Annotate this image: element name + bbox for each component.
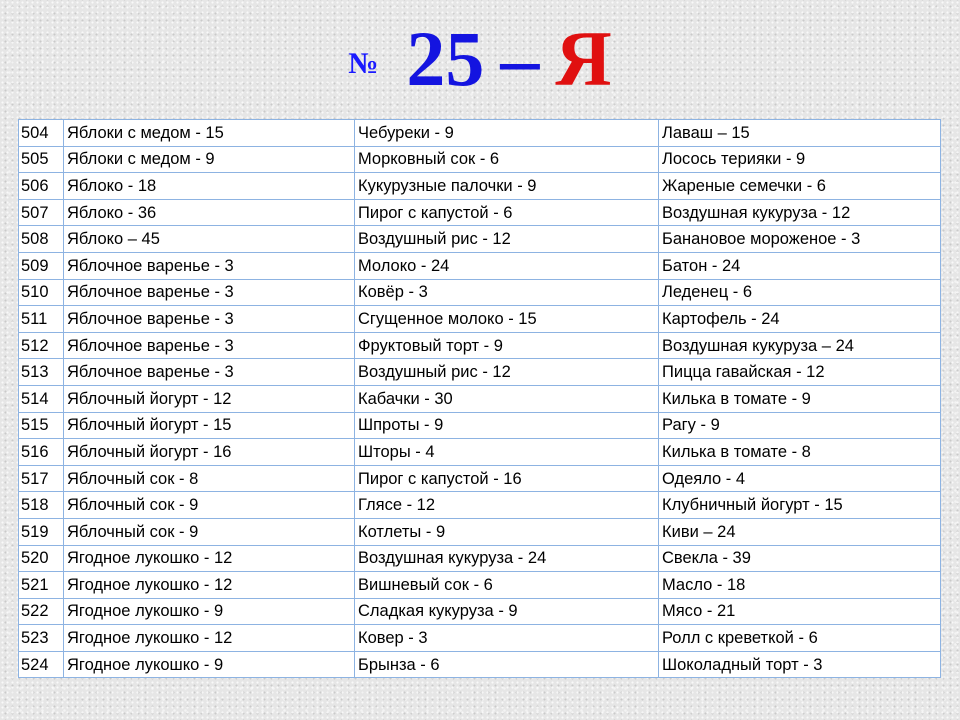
item-cell-col2: Кукурузные палочки - 9 [355,173,659,200]
item-number-cell: 524 [19,651,64,678]
item-cell-col3: Масло - 18 [659,572,941,599]
table-row [19,439,941,466]
item-cell-col1: Яблоко - 18 [64,173,355,200]
item-cell-col3: Мясо - 21 [659,598,941,625]
item-cell-col2: Воздушный рис - 12 [355,359,659,386]
item-number-cell: 522 [19,598,64,625]
item-cell-col1: Яблоко – 45 [64,226,355,253]
item-cell-col3: Килька в томате - 9 [659,385,941,412]
table-row [19,385,941,412]
item-cell-col2: Ковер - 3 [355,625,659,652]
table-row [19,465,941,492]
item-number-cell: 513 [19,359,64,386]
item-cell-col2: Морковный сок - 6 [355,146,659,173]
item-number-cell: 506 [19,173,64,200]
item-number-cell: 519 [19,518,64,545]
item-number-cell: 520 [19,545,64,572]
item-number-cell: 514 [19,385,64,412]
table-row [19,412,941,439]
item-cell-col2: Воздушный рис - 12 [355,226,659,253]
item-number-cell: 505 [19,146,64,173]
item-number-cell: 518 [19,492,64,519]
item-cell-col1: Яблочный сок - 9 [64,492,355,519]
table-row [19,492,941,519]
item-cell-col3: Свекла - 39 [659,545,941,572]
table-row [19,545,941,572]
item-cell-col3: Килька в томате - 8 [659,439,941,466]
item-number-cell: 504 [19,120,64,147]
item-cell-col1: Яблочный йогурт - 16 [64,439,355,466]
item-number-cell: 515 [19,412,64,439]
item-cell-col3: Ролл с креветкой - 6 [659,625,941,652]
item-cell-col1: Ягодное лукошко - 12 [64,572,355,599]
table-row [19,226,941,253]
item-cell-col3: Рагу - 9 [659,412,941,439]
item-number-cell: 521 [19,572,64,599]
item-cell-col1: Яблочное варенье - 3 [64,279,355,306]
item-cell-col2: Сладкая кукуруза - 9 [355,598,659,625]
item-cell-col2: Чебуреки - 9 [355,120,659,147]
title-dash: – [500,15,540,102]
title-letter: Я [555,15,612,102]
item-cell-col2: Сгущенное молоко - 15 [355,306,659,333]
table-row [19,173,941,200]
items-table [18,119,941,678]
item-cell-col1: Яблочное варенье - 3 [64,359,355,386]
item-cell-col3: Воздушная кукуруза - 12 [659,199,941,226]
item-cell-col2: Пирог с капустой - 16 [355,465,659,492]
title-number: 25 [406,15,485,102]
item-number-cell: 508 [19,226,64,253]
item-number-cell: 509 [19,252,64,279]
item-number-cell: 511 [19,306,64,333]
item-cell-col1: Яблочное варенье - 3 [64,252,355,279]
item-number-cell: 510 [19,279,64,306]
item-cell-col2: Молоко - 24 [355,252,659,279]
item-cell-col1: Яблочное варенье - 3 [64,306,355,333]
item-cell-col3: Батон - 24 [659,252,941,279]
item-cell-col2: Глясе - 12 [355,492,659,519]
table-row [19,651,941,678]
item-cell-col1: Яблоко - 36 [64,199,355,226]
item-cell-col3: Клубничный йогурт - 15 [659,492,941,519]
item-cell-col3: Лосось терияки - 9 [659,146,941,173]
item-cell-col2: Кабачки - 30 [355,385,659,412]
item-cell-col3: Жареные семечки - 6 [659,173,941,200]
table-row [19,359,941,386]
item-number-cell: 507 [19,199,64,226]
item-cell-col1: Яблочный йогурт - 12 [64,385,355,412]
item-cell-col1: Яблоки с медом - 9 [64,146,355,173]
table-row [19,625,941,652]
table-row [19,279,941,306]
item-cell-col3: Картофель - 24 [659,306,941,333]
item-cell-col3: Воздушная кукуруза – 24 [659,332,941,359]
item-cell-col1: Яблочный йогурт - 15 [64,412,355,439]
item-cell-col2: Пирог с капустой - 6 [355,199,659,226]
item-cell-col1: Ягодное лукошко - 12 [64,545,355,572]
table-row [19,146,941,173]
item-cell-col2: Вишневый сок - 6 [355,572,659,599]
item-cell-col1: Яблочный сок - 8 [64,465,355,492]
item-cell-col1: Ягодное лукошко - 9 [64,598,355,625]
item-cell-col1: Яблочное варенье - 3 [64,332,355,359]
table-row [19,306,941,333]
item-cell-col1: Ягодное лукошко - 12 [64,625,355,652]
table-row [19,199,941,226]
table-row [19,518,941,545]
table-row [19,252,941,279]
item-cell-col2: Шпроты - 9 [355,412,659,439]
item-cell-col3: Одеяло - 4 [659,465,941,492]
item-cell-col3: Леденец - 6 [659,279,941,306]
item-cell-col2: Котлеты - 9 [355,518,659,545]
page-title [0,14,960,104]
table-row [19,572,941,599]
table-row [19,332,941,359]
item-cell-col3: Лаваш – 15 [659,120,941,147]
item-cell-col2: Шторы - 4 [355,439,659,466]
item-cell-col3: Пицца гавайская - 12 [659,359,941,386]
item-cell-col1: Яблочный сок - 9 [64,518,355,545]
number-sign: № [348,47,379,80]
item-number-cell: 512 [19,332,64,359]
table-row [19,598,941,625]
item-cell-col3: Банановое мороженое - 3 [659,226,941,253]
item-cell-col3: Киви – 24 [659,518,941,545]
item-number-cell: 523 [19,625,64,652]
item-number-cell: 516 [19,439,64,466]
item-cell-col2: Брынза - 6 [355,651,659,678]
item-cell-col2: Ковёр - 3 [355,279,659,306]
item-cell-col2: Воздушная кукуруза - 24 [355,545,659,572]
item-cell-col2: Фруктовый торт - 9 [355,332,659,359]
item-cell-col1: Яблоки с медом - 15 [64,120,355,147]
item-number-cell: 517 [19,465,64,492]
items-table-body [19,120,941,678]
item-cell-col1: Ягодное лукошко - 9 [64,651,355,678]
item-cell-col3: Шоколадный торт - 3 [659,651,941,678]
table-row [19,120,941,147]
